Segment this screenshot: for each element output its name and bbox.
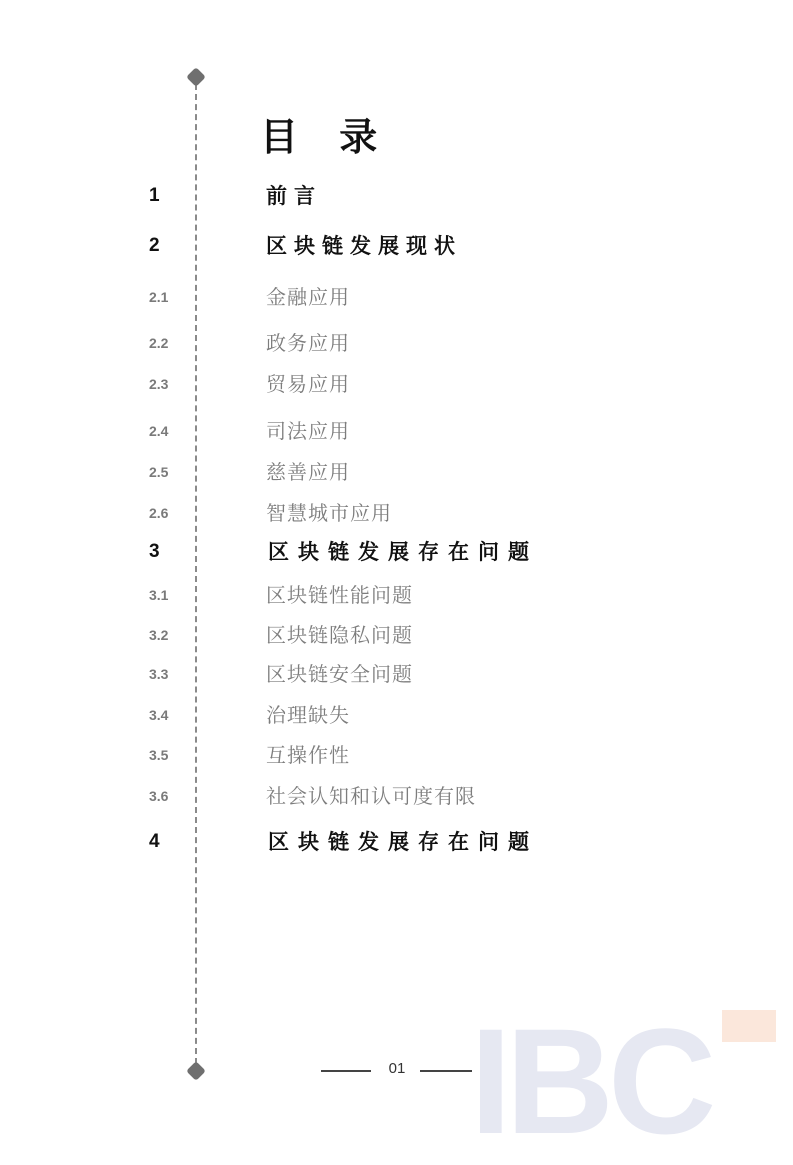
toc-entry-2-3[interactable]	[0, 369, 793, 399]
toc-entry-number: 3.1	[149, 587, 169, 603]
toc-entry-3-6[interactable]	[0, 781, 793, 811]
ibc-watermark-logo: IBC	[470, 997, 711, 1165]
toc-entry-label: 贸易应用	[266, 372, 350, 396]
toc-entry-2-5[interactable]	[0, 457, 793, 487]
toc-entry-2-4[interactable]	[0, 416, 793, 446]
toc-entry-4[interactable]	[0, 827, 793, 857]
toc-entry-3-2[interactable]	[0, 620, 793, 650]
toc-entry-2-1[interactable]	[0, 282, 793, 312]
toc-entry-number: 1	[149, 185, 160, 206]
toc-entry-label: 智慧城市应用	[266, 501, 392, 525]
toc-entry-label: 治理缺失	[266, 703, 350, 727]
toc-entry-label: 社会认知和认可度有限	[266, 784, 476, 808]
toc-entry-number: 2.4	[149, 423, 169, 439]
toc-entry-2[interactable]	[0, 231, 793, 261]
toc-entry-number: 3.2	[149, 627, 169, 643]
toc-entry-2-2[interactable]	[0, 328, 793, 358]
toc-entry-number: 3	[149, 541, 160, 562]
toc-entry-number: 3.5	[149, 747, 169, 763]
toc-title: 目 录	[260, 115, 392, 159]
toc-entry-number: 3.6	[149, 788, 169, 804]
toc-entry-number: 2	[149, 235, 160, 256]
toc-entry-number: 4	[149, 831, 160, 852]
toc-entry-label: 区块链性能问题	[266, 583, 413, 607]
toc-entry-number: 2.5	[149, 464, 169, 480]
toc-entry-label: 区块链发展存在问题	[268, 540, 538, 564]
timeline-bottom-diamond-icon	[186, 1061, 206, 1081]
toc-entry-number: 2.3	[149, 376, 169, 392]
toc-entry-label: 司法应用	[266, 419, 350, 443]
toc-entry-label: 慈善应用	[266, 460, 350, 484]
toc-entry-number: 3.4	[149, 707, 169, 723]
toc-entry-label: 区块链发展现状	[266, 234, 462, 258]
toc-entry-number: 2.1	[149, 289, 169, 305]
toc-entry-label: 政务应用	[266, 331, 350, 355]
footer-right-rule	[420, 1070, 472, 1072]
toc-entry-label: 前言	[266, 184, 322, 208]
toc-entry-1[interactable]	[0, 181, 793, 211]
toc-entry-label: 区块链发展存在问题	[268, 830, 538, 854]
toc-entry-label: 区块链隐私问题	[266, 623, 413, 647]
toc-entry-3[interactable]	[0, 537, 793, 567]
toc-entry-3-3[interactable]	[0, 659, 793, 689]
toc-entry-label: 金融应用	[266, 285, 350, 309]
toc-entry-number: 2.2	[149, 335, 169, 351]
toc-entry-label: 互操作性	[266, 743, 350, 767]
footer-left-rule	[321, 1070, 371, 1072]
timeline-top-diamond-icon	[186, 67, 206, 87]
toc-entry-3-5[interactable]	[0, 740, 793, 770]
toc-entry-number: 2.6	[149, 505, 169, 521]
toc-entry-3-1[interactable]	[0, 580, 793, 610]
toc-entry-2-6[interactable]	[0, 498, 793, 528]
watermark-badge-icon	[722, 1010, 776, 1042]
toc-entry-label: 区块链安全问题	[266, 662, 413, 686]
toc-entry-number: 3.3	[149, 666, 169, 682]
page-number: 01	[388, 1060, 406, 1077]
toc-entry-3-4[interactable]	[0, 700, 793, 730]
